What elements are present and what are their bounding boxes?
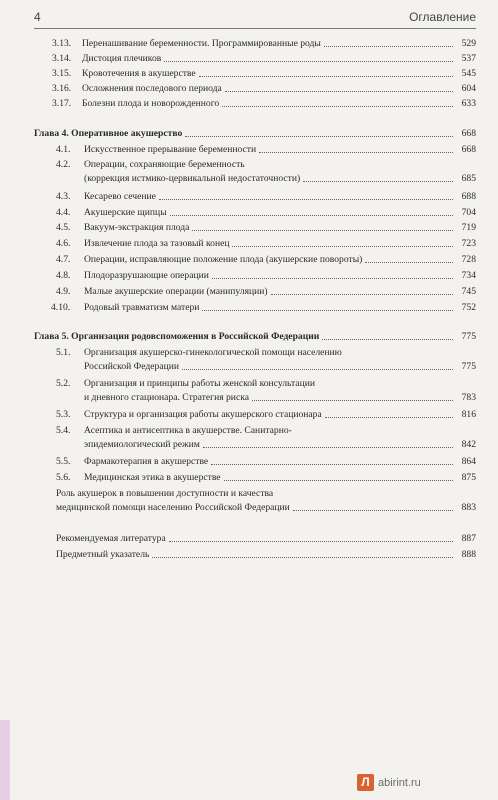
- toc-entry-number: 4.6.: [56, 238, 71, 249]
- toc-entry-page: 888: [461, 549, 476, 560]
- leader-dots: [212, 278, 453, 279]
- leader-dots: [203, 447, 453, 448]
- toc-entry-number: 3.17.: [52, 98, 72, 109]
- leader-dots: [322, 339, 453, 340]
- leader-dots: [271, 294, 453, 295]
- toc-entry-page: 734: [461, 270, 476, 281]
- toc-entry-page: 668: [461, 144, 476, 155]
- toc-entry-title: Плодоразрушающие операции: [84, 270, 209, 281]
- toc-entry-number: 3.13.: [52, 38, 72, 49]
- leader-dots: [202, 310, 453, 311]
- toc-entry-page: 604: [461, 83, 476, 94]
- toc-entry-title: Болезни плода и новорожденного: [82, 98, 220, 109]
- toc-entry-first-line[interactable]: [56, 488, 273, 499]
- toc-entry-title: Акушерские щипцы: [84, 207, 167, 218]
- toc-entry-title: Медицинская этика в акушерстве: [84, 472, 221, 483]
- toc-entry-first-line[interactable]: [56, 347, 342, 358]
- toc-entry-page: 783: [461, 392, 476, 403]
- toc-entry-page: 752: [461, 302, 476, 313]
- toc-entry-number: 4.5.: [56, 222, 71, 233]
- chapter-heading[interactable]: [34, 331, 476, 342]
- toc-entry-number: 3.16.: [52, 83, 72, 94]
- toc-entry[interactable]: [56, 254, 476, 265]
- toc-entry[interactable]: [52, 98, 476, 109]
- toc-entry-number: 5.6.: [56, 472, 71, 483]
- toc-entry-number: 5.1.: [56, 347, 71, 358]
- leader-dots: [303, 181, 453, 182]
- toc-entry-title: Организация и принципы работы женской консультации: [84, 378, 315, 389]
- toc-entry-page: 875: [461, 472, 476, 483]
- toc-entry-title-cont: и дневного стационара. Стратегия риска: [84, 392, 249, 403]
- toc-entry[interactable]: [56, 238, 476, 249]
- toc-entry[interactable]: [56, 144, 476, 155]
- chapter-page: 775: [461, 331, 476, 342]
- leader-dots: [293, 510, 453, 511]
- toc-entry-number: 5.4.: [56, 425, 71, 436]
- toc-entry-number: 5.2.: [56, 378, 71, 389]
- toc-entry-page: 816: [461, 409, 476, 420]
- toc-entry[interactable]: [56, 456, 476, 467]
- page-edge-tint: [0, 720, 10, 800]
- toc-entry-title: Перенашивание беременности. Программированные роды: [82, 38, 321, 49]
- toc-entry-continuation[interactable]: [84, 392, 476, 403]
- toc-entry[interactable]: [52, 68, 476, 79]
- toc-entry-first-line[interactable]: [56, 378, 315, 389]
- toc-entry-title: Предметный указатель: [56, 549, 150, 560]
- chapter-title: Глава 5. Организация родовспоможения в Российской Федерации: [34, 331, 320, 342]
- toc-entry-number: 4.4.: [56, 207, 71, 218]
- toc-entry-title: Структура и организация работы акушерского стационара: [84, 409, 322, 420]
- toc-entry[interactable]: [52, 53, 476, 64]
- toc-entry[interactable]: [56, 270, 476, 281]
- chapter-heading[interactable]: [34, 128, 476, 139]
- toc-entry-title: Искусственное прерывание беременности: [84, 144, 257, 155]
- toc-entry-title: Роль акушерок в повышении доступности и качества: [56, 488, 274, 499]
- watermark-text: abirint.ru: [378, 777, 421, 789]
- toc-entry-page: 545: [461, 68, 476, 79]
- toc-entry[interactable]: [56, 533, 476, 544]
- toc-entry-number: 4.1.: [56, 144, 71, 155]
- toc-entry-page: 745: [461, 286, 476, 297]
- toc-entry-number: 4.10.: [51, 302, 71, 313]
- toc-entry[interactable]: [52, 38, 476, 49]
- header-title: Оглавление: [409, 10, 476, 24]
- toc-entry-title-cont: медицинской помощи населению Российской Федерации: [56, 502, 290, 513]
- toc-entry-title: Фармакотерапия в акушерстве: [84, 456, 209, 467]
- leader-dots: [252, 400, 453, 401]
- page-number: 4: [34, 10, 41, 24]
- toc-entry[interactable]: [56, 409, 476, 420]
- toc-entry-page: 529: [461, 38, 476, 49]
- leader-dots: [170, 215, 453, 216]
- leader-dots: [259, 152, 453, 153]
- toc-entry[interactable]: [56, 222, 476, 233]
- toc-entry-title: Операции, сохраняющие беременность: [84, 159, 245, 170]
- toc-entry[interactable]: [56, 207, 476, 218]
- toc-entry-page: 537: [461, 53, 476, 64]
- toc-entry-title: Асептика и антисептика в акушерстве. Санитарно-: [84, 425, 292, 436]
- toc-entry-number: 3.15.: [52, 68, 72, 79]
- leader-dots: [224, 480, 453, 481]
- toc-entry-title-cont: Российской Федерации: [84, 361, 179, 372]
- labirint-logo-icon: Л: [357, 774, 374, 791]
- toc-entry-title: Вакуум-экстракция плода: [84, 222, 190, 233]
- leader-dots: [225, 91, 453, 92]
- toc-entry-title: Осложнения последового периода: [82, 83, 222, 94]
- toc-entry-number: 4.2.: [56, 159, 71, 170]
- toc-entry[interactable]: [56, 472, 476, 483]
- toc-entry-number: 3.14.: [52, 53, 72, 64]
- leader-dots: [199, 76, 453, 77]
- leader-dots: [192, 230, 453, 231]
- toc-entry-continuation[interactable]: [56, 502, 476, 513]
- toc-entry[interactable]: [52, 83, 476, 94]
- leader-dots: [164, 61, 453, 62]
- leader-dots: [324, 46, 453, 47]
- toc-entry-number: 4.3.: [56, 191, 71, 202]
- leader-dots: [169, 541, 453, 542]
- toc-entry-title: Малые акушерские операции (манипуляции): [84, 286, 268, 297]
- toc-entry-title: Операции, исправляющие положение плода (акушерские повороты): [84, 254, 363, 265]
- toc-entry-continuation[interactable]: [84, 439, 476, 450]
- toc-entry-page: 633: [461, 98, 476, 109]
- toc-entry-title: Кровотечения в акушерстве: [82, 68, 196, 79]
- toc-entry-first-line[interactable]: [56, 159, 245, 170]
- toc-entry-title-cont: (коррекция истмико-цервикальной недостаточности): [84, 173, 301, 184]
- chapter-title: Глава 4. Оперативное акушерство: [34, 128, 183, 139]
- toc-entry-page: 719: [461, 222, 476, 233]
- toc-entry-page: 842: [461, 439, 476, 450]
- toc-entry-title: Кесарево сечение: [84, 191, 156, 202]
- leader-dots: [211, 464, 453, 465]
- leader-dots: [159, 199, 453, 200]
- leader-dots: [232, 246, 453, 247]
- toc-entry-number: 5.3.: [56, 409, 71, 420]
- toc-entry-number: 4.9.: [56, 286, 71, 297]
- toc-entry-page: 685: [461, 173, 476, 184]
- toc-entry-title: Рекомендуемая литература: [56, 533, 166, 544]
- toc-entry-continuation[interactable]: [84, 173, 476, 184]
- toc-entry-page: 883: [461, 502, 476, 513]
- toc-entry-title: Дистоция плечиков: [82, 53, 162, 64]
- leader-dots: [185, 136, 453, 137]
- toc-entry-title-cont: эпидемиологический режим: [84, 439, 200, 450]
- toc-entry-first-line[interactable]: [56, 425, 292, 436]
- toc-entry-page: 704: [461, 207, 476, 218]
- leader-dots: [365, 262, 453, 263]
- toc-entry[interactable]: [51, 302, 476, 313]
- toc-entry-number: 4.8.: [56, 270, 71, 281]
- toc-entry-page: 864: [461, 456, 476, 467]
- chapter-page: 668: [461, 128, 476, 139]
- leader-dots: [325, 417, 453, 418]
- toc-entry[interactable]: [56, 549, 476, 560]
- leader-dots: [222, 106, 453, 107]
- leader-dots: [182, 369, 453, 370]
- toc-entry[interactable]: [56, 191, 476, 202]
- toc-entry[interactable]: [56, 286, 476, 297]
- toc-entry-title: Извлечение плода за тазовый конец: [84, 238, 230, 249]
- toc-entry-page: 887: [461, 533, 476, 544]
- toc-entry-number: 4.7.: [56, 254, 71, 265]
- page-header: [34, 8, 476, 29]
- toc-entry-continuation[interactable]: [84, 361, 476, 372]
- toc-entry-number: 5.5.: [56, 456, 71, 467]
- toc-entry-page: 723: [461, 238, 476, 249]
- leader-dots: [152, 557, 453, 558]
- toc-entry-page: 728: [461, 254, 476, 265]
- toc-entry-title: Родовый травматизм матери: [84, 302, 200, 313]
- toc-entry-page: 688: [461, 191, 476, 202]
- toc-entry-page: 775: [461, 361, 476, 372]
- toc-entry-title: Организация акушерско-гинекологической помощи населению: [84, 347, 342, 358]
